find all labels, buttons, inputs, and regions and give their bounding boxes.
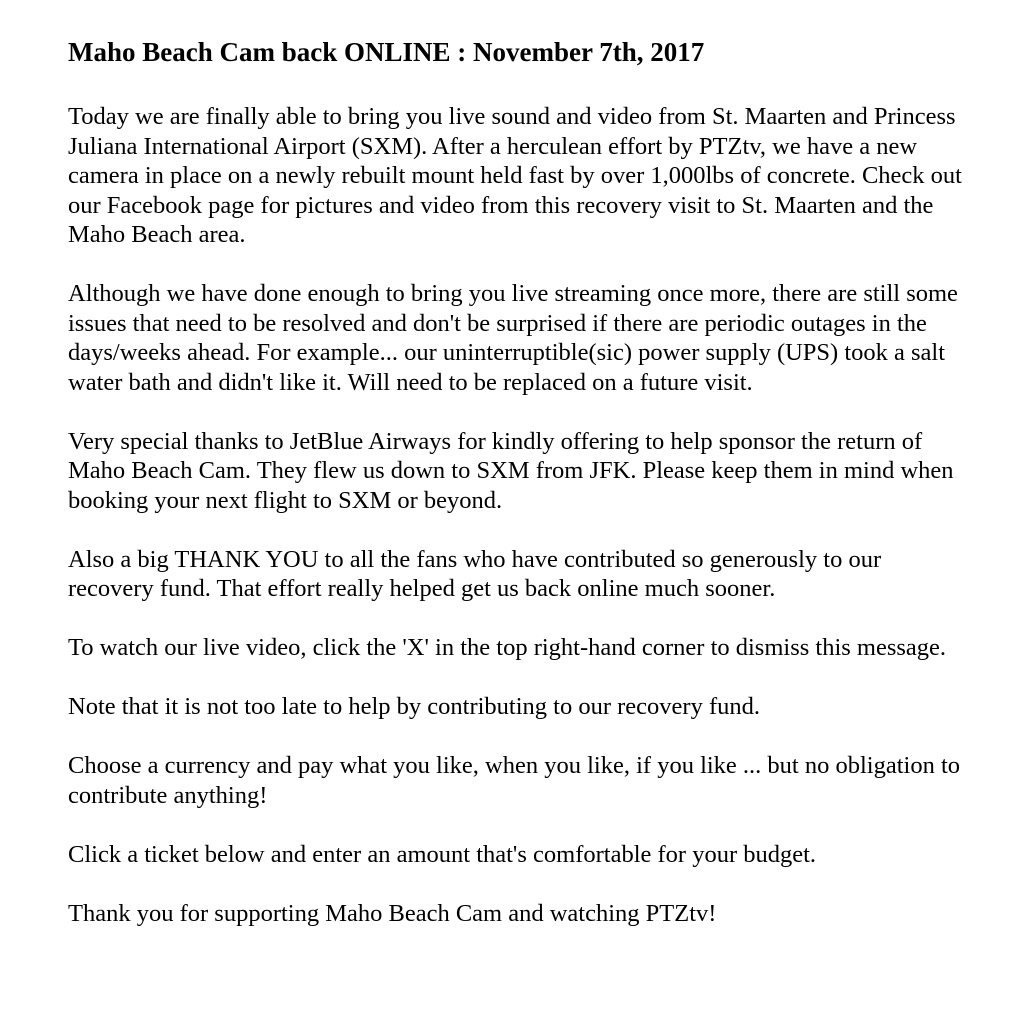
paragraph-jetblue-thanks: Very special thanks to JetBlue Airways for kindly offering to help sponsor the return of Maho Beach Cam. They flew us down to SXM from JFK. Please keep them in mind when booking your next flight to SXM or beyond. xyxy=(68,427,954,514)
paragraph-camera-online: Today we are finally able to bring you live sound and video from St. Maarten and Princess Juliana International Airport (SXM). After a herculean effort by PTZtv, we have a new camera in place on a newly rebuilt mount held fast by over 1,000lbs of concrete. Check out our Facebook page for pictures and video from this recovery visit to St. Maarten and the Maho Beach area. xyxy=(68,103,962,248)
paragraph-fans-thanks: Also a big THANK YOU to all the fans who have contributed so generously to our recovery fund. That effort really helped get us back online much sooner. xyxy=(68,545,882,602)
paragraph-thank-you: Thank you for supporting Maho Beach Cam and watching PTZtv! xyxy=(68,899,717,927)
paragraph-click-ticket: Click a ticket below and enter an amount that's comfortable for your budget. xyxy=(68,840,817,868)
message-content xyxy=(68,36,968,958)
paragraph-recovery-fund: Note that it is not too late to help by contributing to our recovery fund. xyxy=(68,693,760,720)
paragraph-remaining-issues: Although we have done enough to bring you live streaming once more, there are still some issues that need to be resolved and don't be surprised if there are periodic outages in the days/weeks ahead. For example... our uninterruptible(sic) power supply (UPS) took a salt water bath and didn't like it. Will need to be replaced on a future visit. xyxy=(68,280,958,396)
paragraph-dismiss-instructions: To watch our live video, click the 'X' in the top right-hand corner to dismiss this message. xyxy=(68,634,947,661)
paragraph-choose-currency: Choose a currency and pay what you like, when you like, if you like ... but no obligation to contribute anything! xyxy=(68,752,961,809)
message-title: Maho Beach Cam back ONLINE : November 7th, 2017 xyxy=(68,37,705,67)
